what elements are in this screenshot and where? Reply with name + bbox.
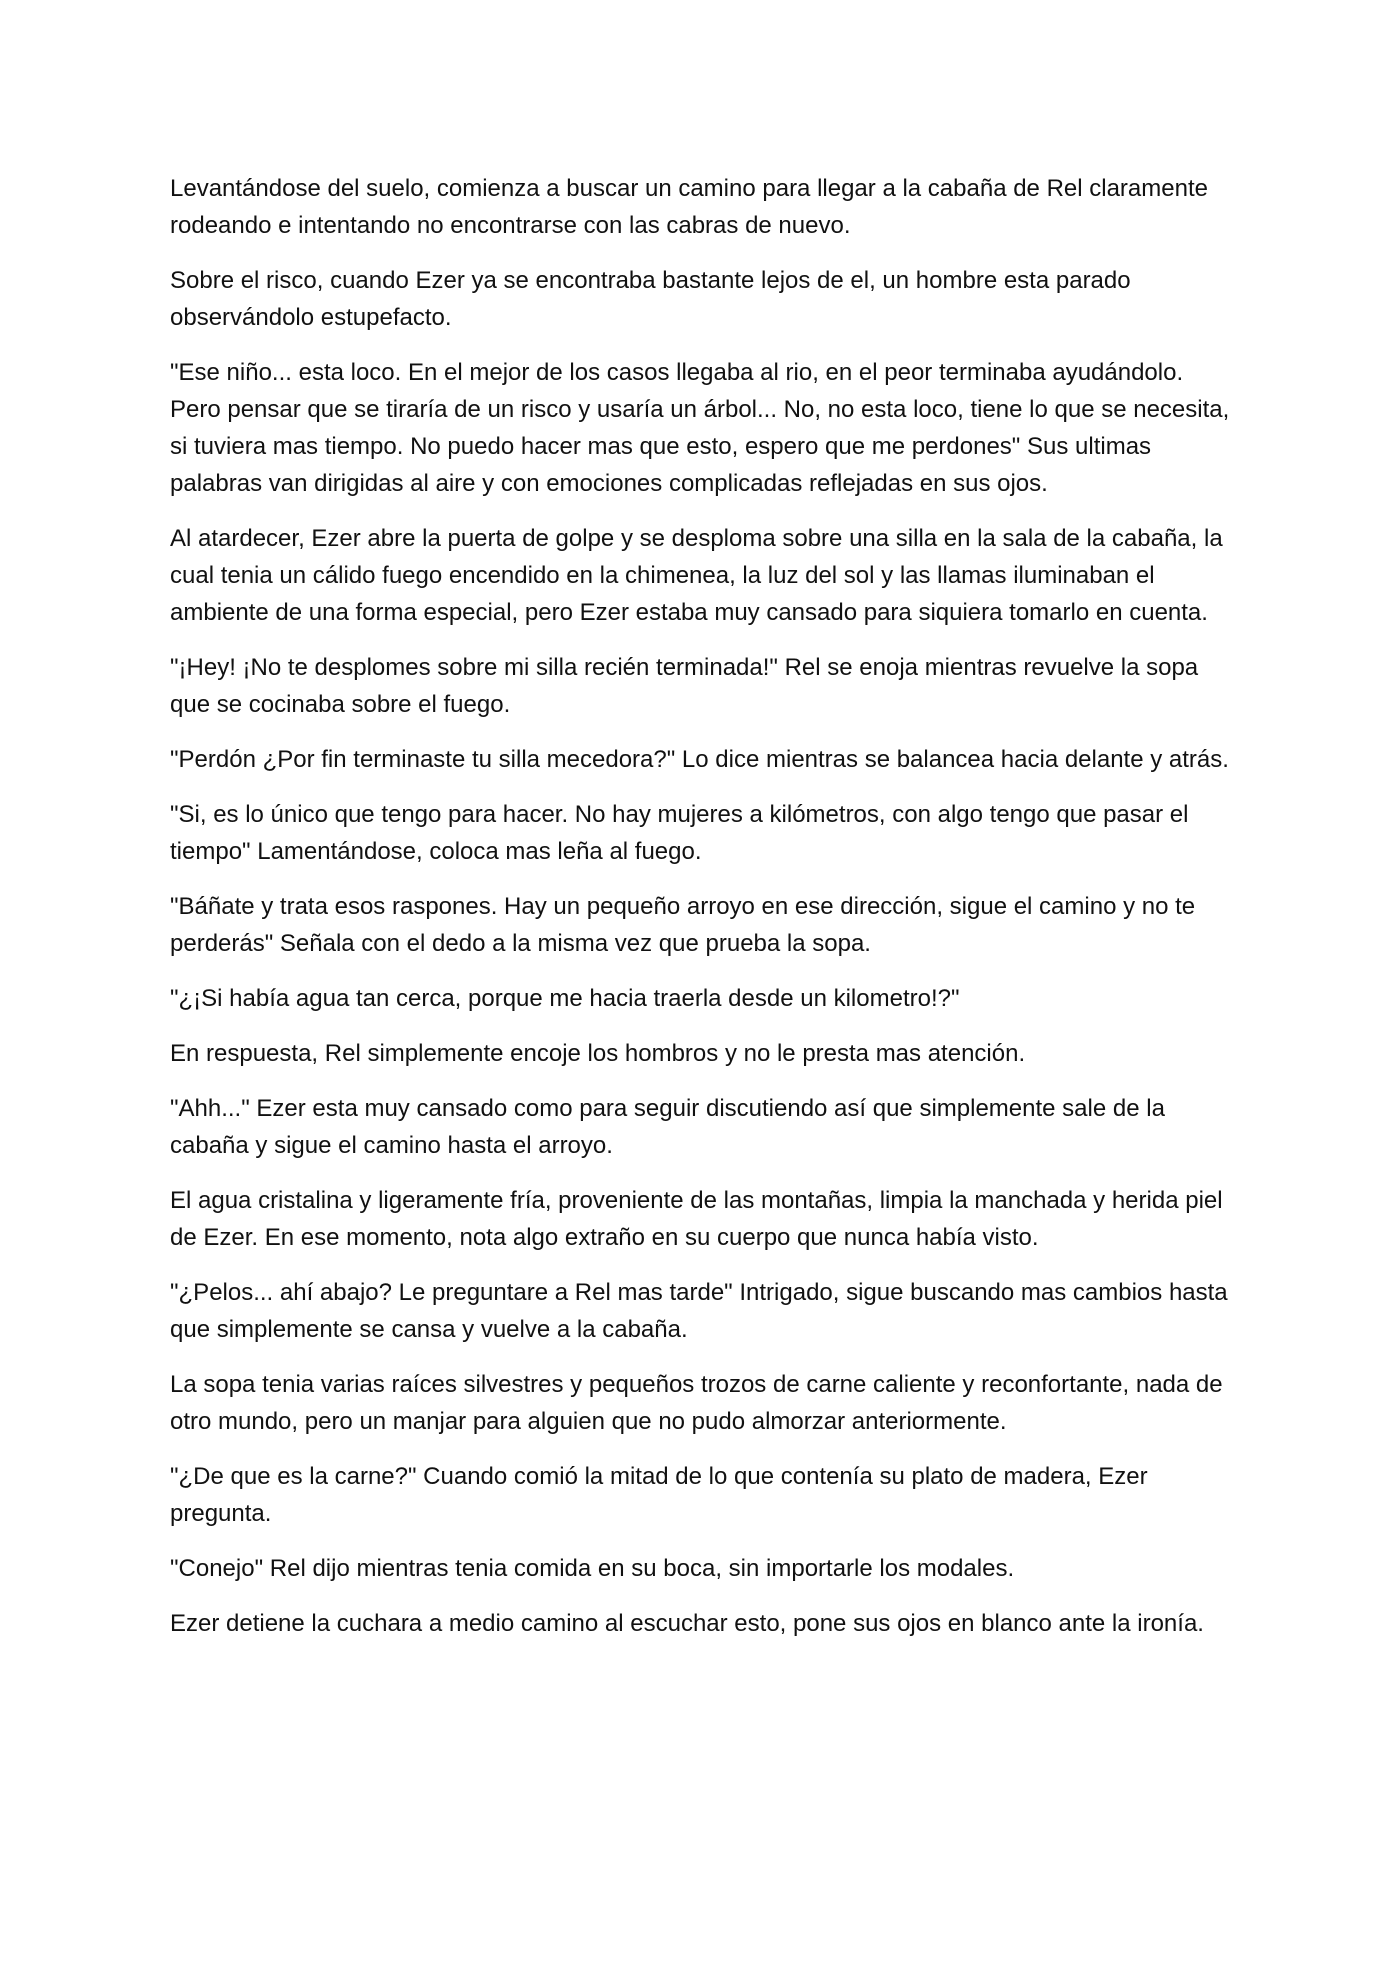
paragraph-6: "Perdón ¿Por fin terminaste tu silla mecedora?" Lo dice mientras se balancea hacia delante y atrás. — [170, 746, 1229, 773]
paragraph-12: El agua cristalina y ligeramente fría, proveniente de las montañas, limpia la manchada y herida piel de Ezer. En ese momento, nota algo extraño en su cuerpo que nunca había visto. — [170, 1187, 1223, 1251]
paragraph-14: La sopa tenia varias raíces silvestres y pequeños trozos de carne caliente y reconfortante, nada de otro mundo, pero un manjar para alguien que no pudo almorzar anteriormente. — [170, 1371, 1223, 1435]
paragraph-15: "¿De que es la carne?" Cuando comió la mitad de lo que contenía su plato de madera, Ezer pregunta. — [170, 1463, 1148, 1527]
paragraph-16: "Conejo" Rel dijo mientras tenia comida en su boca, sin importarle los modales. — [170, 1555, 1015, 1582]
paragraph-8: "Báñate y trata esos raspones. Hay un pequeño arroyo en ese dirección, sigue el camino y no te perderás" Señala con el dedo a la misma vez que prueba la sopa. — [170, 893, 1196, 957]
paragraph-1: Levantándose del suelo, comienza a buscar un camino para llegar a la cabaña de Rel claramente rodeando e intentando no encontrarse con las cabras de nuevo. — [170, 175, 1208, 239]
paragraph-11: "Ahh..." Ezer esta muy cansado como para seguir discutiendo así que simplemente sale de la cabaña y sigue el camino hasta el arroyo. — [170, 1095, 1165, 1159]
paragraph-4: Al atardecer, Ezer abre la puerta de golpe y se desploma sobre una silla en la sala de la cabaña, la cual tenia un cálido fuego encendido en la chimenea, la luz del sol y las llamas iluminaban el ambiente de una forma especial, pero Ezer estaba muy cansado para siquiera tomarlo en cuenta. — [170, 525, 1223, 626]
paragraph-2: Sobre el risco, cuando Ezer ya se encontraba bastante lejos de el, un hombre esta parado observándolo estupefacto. — [170, 267, 1131, 331]
paragraph-5: "¡Hey! ¡No te desplomes sobre mi silla recién terminada!" Rel se enoja mientras revuelve la sopa que se cocinaba sobre el fuego. — [170, 654, 1199, 718]
paragraph-3: "Ese niño... esta loco. En el mejor de los casos llegaba al rio, en el peor terminaba ayudándolo. Pero pensar que se tiraría de un risco y usaría un árbol... No, no esta loco, tiene lo que se necesita, si tuviera mas tiempo. No puedo hacer mas que esto, espero que me perdones" Sus ultimas palabras van dirigidas al aire y con emociones complicadas reflejadas en sus ojos. — [170, 359, 1230, 497]
paragraph-10: En respuesta, Rel simplemente encoje los hombros y no le presta mas atención. — [170, 1040, 1026, 1067]
paragraph-13: "¿Pelos... ahí abajo? Le preguntare a Rel mas tarde" Intrigado, sigue buscando mas cambios hasta que simplemente se cansa y vuelve a la cabaña. — [170, 1279, 1228, 1343]
paragraph-7: "Si, es lo único que tengo para hacer. No hay mujeres a kilómetros, con algo tengo que pasar el tiempo" Lamentándose, coloca mas leña al fuego. — [170, 801, 1189, 865]
paragraph-9: "¿¡Si había agua tan cerca, porque me hacia traerla desde un kilometro!?" — [170, 985, 960, 1012]
paragraph-17: Ezer detiene la cuchara a medio camino al escuchar esto, pone sus ojos en blanco ante la ironía. — [170, 1610, 1204, 1637]
